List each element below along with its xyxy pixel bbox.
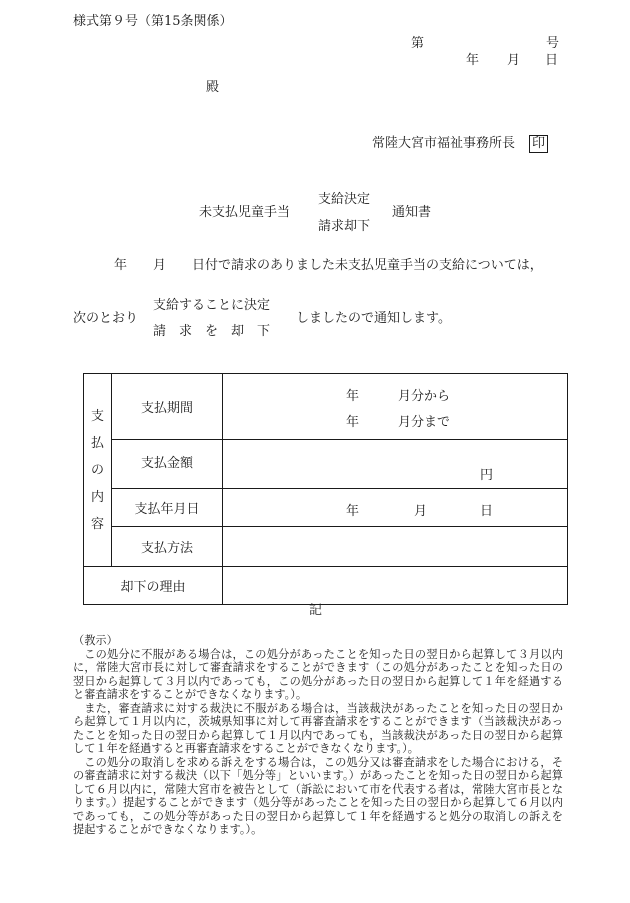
seal-box: 印: [529, 135, 548, 153]
period-from-month: 月分から: [398, 389, 451, 404]
date-value-cell: [223, 489, 568, 527]
date-label: 支払年月日: [112, 489, 223, 527]
date-year-label: 年: [466, 53, 480, 68]
date-month-label: 月: [507, 53, 521, 68]
period-label: 支払期間: [112, 374, 223, 440]
title-left: 未支払児童手当: [199, 205, 291, 220]
body-month-label: 月: [153, 258, 167, 273]
number-go-label: 号: [546, 36, 560, 51]
period-to-month: 月分まで: [398, 415, 451, 430]
date-month: 月: [414, 504, 428, 519]
body-line2-suffix: しましたので通知します。: [296, 311, 451, 326]
notes-paragraph-1: この処分に不服がある場合は，この処分があったことを知った日の翌日から起算して３月以内に，常陸大宮市長に対して審査請求をすることができます（この処分があったことを知った日の翌日から起算して３月以内であっても，この処分があった日の翌日から起算して１年を経過すると審査請求をすることができなくなります。）。: [73, 647, 563, 701]
amount-value-cell: [223, 440, 568, 489]
date-day: 日: [480, 504, 494, 519]
body-line1-text: 日付で請求のありました未支払児童手当の支給については，: [192, 258, 543, 273]
payment-table: [83, 373, 568, 605]
ki-label: 記: [309, 603, 323, 618]
body-option-reject: 請 求 を 却 下: [153, 324, 271, 339]
body-option-approve: 支給することに決定: [153, 298, 271, 313]
method-label: 支払方法: [112, 527, 223, 567]
period-from-year: 年: [346, 389, 360, 404]
title-option-approve: 支給決定: [318, 192, 371, 207]
notes-paragraph-2: また，審査請求に対する裁決に不服がある場合は，当該裁決があったことを知った日の翌日から起算して１月以内に，茨城県知事に対して再審査請求をすることができます（当該裁決があったことを知った日の翌日から起算して１月以内であっても，当該裁決があった日の翌日から起算して１年を経過すると再審査請求をすることができなくなります。）。: [73, 701, 563, 755]
section-label-vertical: 支 払 の 内 容: [84, 374, 112, 567]
reason-value-cell: [223, 567, 568, 605]
reason-label: 却下の理由: [84, 567, 223, 605]
instruction-notes: [73, 634, 563, 837]
notes-paragraph-3: この処分の取消しを求める訴えをする場合は，この処分又は審査請求をした場合における，その審査請求に対する裁決（以下「処分等」といいます。）があったことを知った日の翌日から起算して６月以内に，常陸大宮市を被告として（訴訟において市を代表する者は，常陸大宮市長となります。）提起することができます（処分等があったことを知った日の翌日から起算して６月以内であっても，この処分等があった日の翌日から起算して１年を経過すると処分の取消しの訴えを提起することができなくなります。）。: [73, 755, 563, 836]
title-right: 通知書: [392, 205, 432, 220]
issuer-name: 常陸大宮市福祉事務所長: [372, 136, 516, 151]
amount-row: [84, 440, 568, 489]
notes-heading: （教示）: [73, 634, 118, 647]
addressee-dono: 殿: [206, 80, 220, 95]
date-row: [84, 489, 568, 527]
date-year: 年: [346, 504, 360, 519]
method-value-cell: [223, 527, 568, 567]
amount-unit: 円: [480, 468, 494, 483]
period-value-cell: [223, 374, 568, 440]
period-to-year: 年: [346, 415, 360, 430]
number-dai-label: 第: [411, 36, 425, 51]
reason-row: [84, 567, 568, 605]
period-row: [84, 374, 568, 440]
form-number: 様式第９号（第15条関係）: [73, 14, 233, 29]
title-option-reject: 請求却下: [318, 219, 371, 234]
date-day-label: 日: [545, 53, 559, 68]
amount-label: 支払金額: [112, 440, 223, 489]
body-year-label: 年: [114, 258, 128, 273]
method-row: [84, 527, 568, 567]
body-line2-prefix: 次のとおり: [73, 311, 139, 326]
